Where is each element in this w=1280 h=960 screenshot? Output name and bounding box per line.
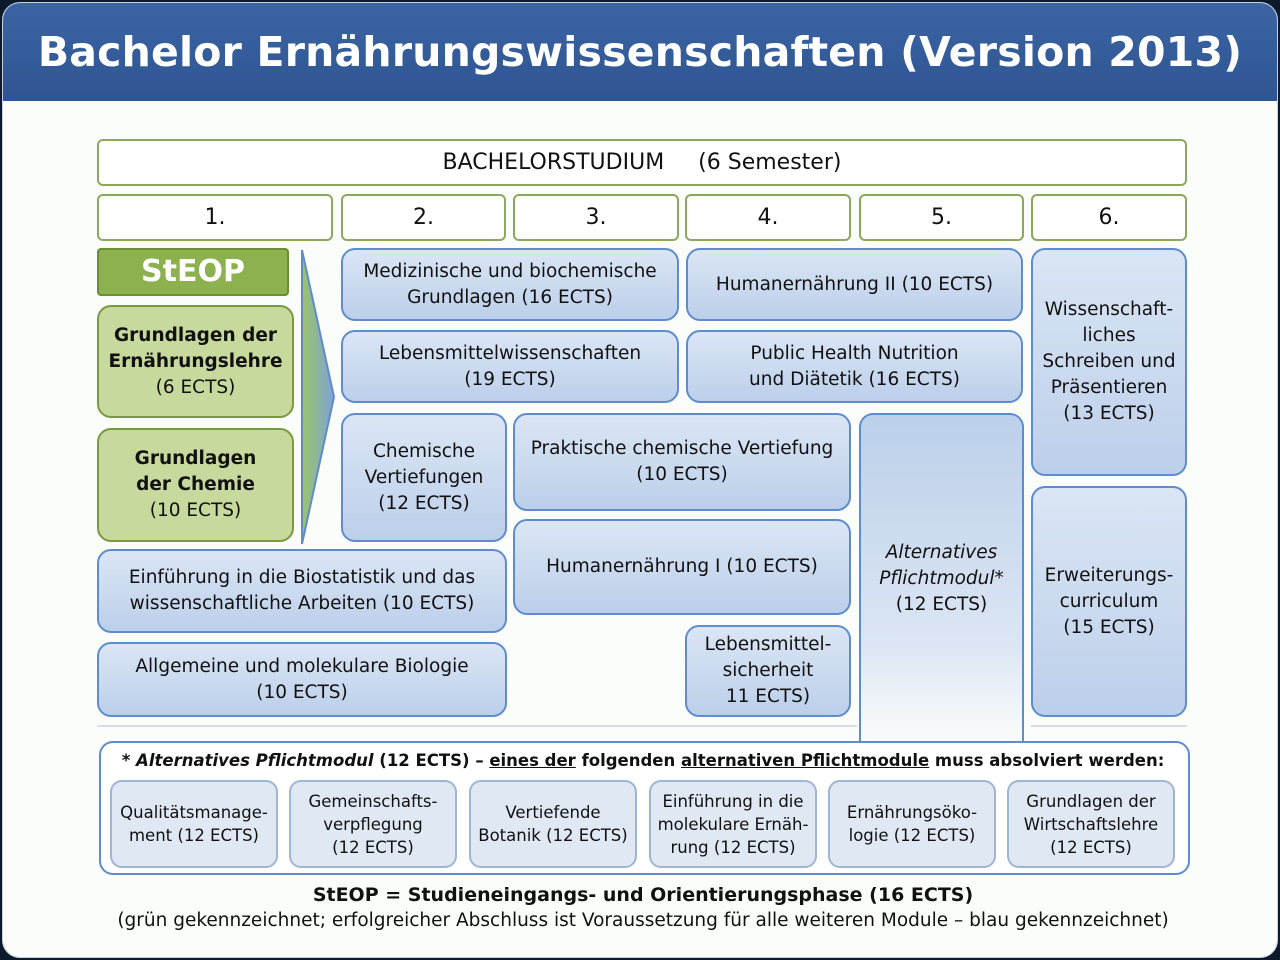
module-line: Public Health Nutrition <box>750 342 959 364</box>
steop-label <box>97 248 289 296</box>
module-line: Pflichtmodul <box>879 568 995 589</box>
semester-label: 4. <box>757 204 779 230</box>
module-line: Schreiben und <box>1042 351 1176 372</box>
module-line: wissenschaftliche Arbeiten (10 ECTS) <box>129 593 475 614</box>
module-biostatistik <box>97 549 507 633</box>
semester-label: 2. <box>413 204 434 230</box>
semester-label: 3. <box>585 204 607 230</box>
module-title-line: Grundlagen <box>134 448 257 469</box>
module-line: Erweiterungs- <box>1044 564 1174 586</box>
semester-header-4 <box>685 194 851 241</box>
module-erweiterungscurriculum <box>1031 486 1187 717</box>
module-line: Allgemeine und molekulare Biologie <box>135 655 469 677</box>
module-line: Chemische <box>372 440 476 462</box>
module-alternatives-pflichtmodul <box>859 413 1024 743</box>
module-title-line: der Chemie <box>136 474 255 495</box>
module-ects: (6 ECTS) <box>155 376 236 398</box>
option-line: Qualitätsmanage- <box>120 803 268 822</box>
footer-steop-definition: StEOP = Studieneingangs- und Orientierungsphase (16 ECTS) <box>312 884 974 906</box>
module-line: (15 ECTS) <box>1063 616 1155 638</box>
module-line: (12 ECTS) <box>378 492 470 514</box>
program-header <box>97 139 1187 186</box>
module-line: Lebensmittel- <box>704 634 832 655</box>
program-duration: (6 Semester) <box>698 149 842 175</box>
module-line: 11 ECTS) <box>725 686 811 707</box>
page-title: Bachelor Ernährungswissenschaften (Version 2013) <box>37 28 1243 76</box>
module-praktische-chemie <box>513 413 851 511</box>
module-line: (12 ECTS) <box>895 594 988 615</box>
heading-segment: eines der <box>489 751 576 770</box>
alt-option-botanik <box>469 780 637 868</box>
footnote-marker: * <box>994 568 1004 589</box>
option-line: verpflegung <box>323 814 423 834</box>
semester-label: 1. <box>204 204 226 230</box>
steop-label-text: StEOP <box>141 254 245 289</box>
alt-option-gemeinschaftsverpflegung <box>289 780 457 868</box>
footer-note: (grün gekennzeichnet; erfolgreicher Abschluss ist Voraussetzung für alle weiteren Module – blau gekennzeichnet) <box>117 910 1169 931</box>
module-humanernaehrung-1 <box>513 519 851 615</box>
steop-module-ernaehrungslehre <box>97 305 294 418</box>
module-line: sicherheit <box>722 660 814 681</box>
option-line: ment (12 ECTS) <box>128 826 259 845</box>
module-line: Praktische chemische Vertiefung <box>530 438 834 459</box>
divider-line <box>97 725 857 727</box>
semester-header-6 <box>1031 194 1187 241</box>
program-label: BACHELORSTUDIUM <box>442 149 665 175</box>
module-lebensmittelwissenschaften <box>341 330 679 403</box>
semester-header-1 <box>97 194 333 241</box>
semester-label: 6. <box>1098 204 1120 230</box>
alt-option-ernaehrungsoekologie <box>828 780 996 868</box>
module-med-bio <box>341 248 679 321</box>
module-line: Grundlagen (16 ECTS) <box>407 286 613 308</box>
module-biologie <box>97 642 507 717</box>
module-line: und Diätetik (16 ECTS) <box>749 368 960 390</box>
divider-line <box>1031 725 1187 727</box>
module-line: curriculum <box>1059 590 1159 612</box>
option-line: Ernährungsöko- <box>846 803 978 822</box>
heading-segment: alternativen Pflichtmodule <box>680 751 930 770</box>
heading-segment: muss absolviert werden: <box>929 751 1165 770</box>
module-line: (10 ECTS) <box>636 464 728 485</box>
module-line: Vertiefungen <box>364 466 484 488</box>
steop-module-chemie <box>97 428 294 542</box>
option-line: Gemeinschafts- <box>308 791 438 811</box>
title-bar <box>3 3 1277 101</box>
semester-header-5 <box>859 194 1024 241</box>
module-public-health <box>686 330 1023 403</box>
module-line: (10 ECTS) <box>256 681 348 703</box>
option-line: Botanik (12 ECTS) <box>478 826 628 845</box>
semester-header-3 <box>513 194 679 241</box>
option-line: (12 ECTS) <box>332 837 414 857</box>
heading-segment: folgenden <box>575 751 681 770</box>
module-line: (13 ECTS) <box>1063 403 1155 424</box>
module-line: Einführung in die Biostatistik und das <box>128 567 476 588</box>
module-line: Humanernährung I (10 ECTS) <box>546 556 818 577</box>
module-chemische-vertiefungen <box>341 413 507 542</box>
option-line: molekulare Ernäh- <box>657 814 809 834</box>
module-wissenschaftliches-schreiben <box>1031 248 1187 476</box>
option-line: Grundlagen der <box>1026 791 1156 811</box>
module-title-line: Ernährungslehre <box>108 350 283 372</box>
module-line: (19 ECTS) <box>464 368 556 390</box>
option-line: (12 ECTS) <box>1050 837 1132 857</box>
heading-segment: * Alternatives Pflichtmodul <box>121 751 374 770</box>
heading-segment: (12 ECTS) – <box>373 751 490 770</box>
module-line: liches <box>1082 325 1136 346</box>
semester-label: 5. <box>931 204 952 230</box>
option-line: rung (12 ECTS) <box>670 837 796 857</box>
progression-arrow <box>301 249 337 545</box>
option-line: Wirtschaftslehre <box>1023 814 1159 834</box>
module-ects: (10 ECTS) <box>149 500 242 521</box>
module-line: Medizinische und biochemische <box>363 260 657 282</box>
alt-option-wirtschaftslehre <box>1007 780 1175 868</box>
slide-frame <box>2 2 1278 958</box>
alternatives-heading <box>3 751 1278 770</box>
module-line: Wissenschaft- <box>1044 299 1174 320</box>
module-title-line: Grundlagen der <box>113 324 277 346</box>
alt-option-molekulare-ernaehrung <box>649 780 817 868</box>
option-line: Einführung in die <box>662 791 804 811</box>
module-humanernaehrung-2 <box>686 248 1023 321</box>
module-line: Präsentieren <box>1050 377 1168 398</box>
alt-option-qualitaetsmanagement <box>110 780 278 868</box>
module-line: Humanernährung II (10 ECTS) <box>715 273 994 295</box>
module-line: Alternatives <box>885 542 998 563</box>
module-lebensmittelsicherheit <box>685 625 851 717</box>
option-line: Vertiefende <box>505 803 601 822</box>
module-line: Lebensmittelwissenschaften <box>378 342 642 364</box>
semester-header-2 <box>341 194 506 241</box>
option-line: logie (12 ECTS) <box>848 826 976 845</box>
